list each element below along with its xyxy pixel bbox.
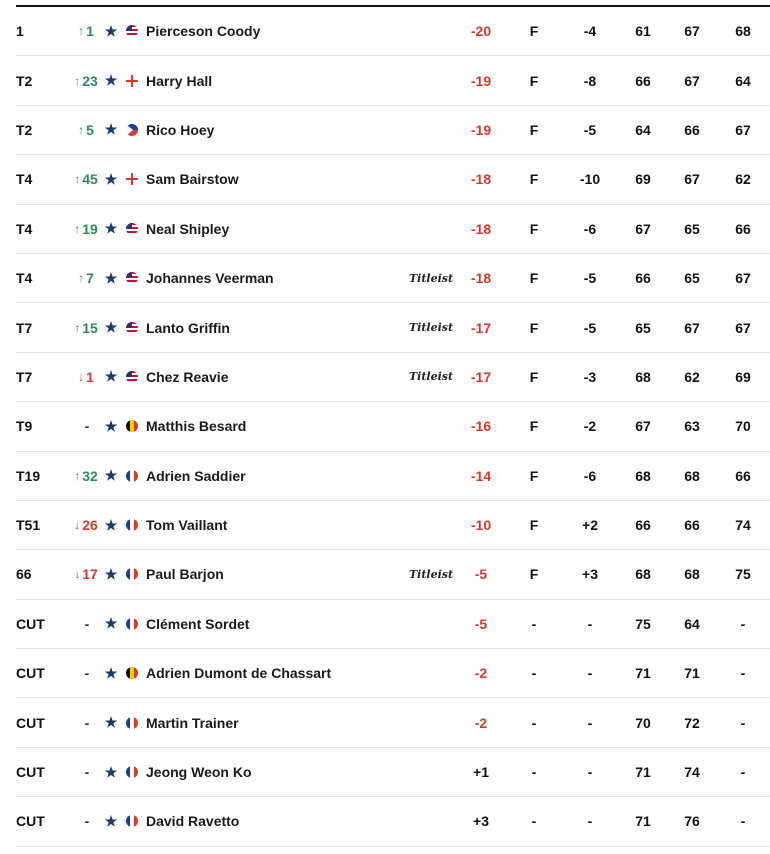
round-2-score: 62 (684, 368, 700, 385)
player-name[interactable]: Clément Sordet (146, 615, 250, 632)
today-score: -3 (583, 368, 597, 385)
position: T19 (16, 467, 41, 484)
thru: F (529, 368, 539, 385)
fra-flag-icon (126, 815, 138, 827)
table-row[interactable] (16, 7, 770, 56)
round-2-score: 66 (684, 121, 700, 138)
player-name[interactable]: David Ravetto (146, 813, 240, 830)
table-row[interactable] (16, 402, 770, 451)
country-flag-icon (125, 205, 139, 253)
round-1-score: 68 (635, 467, 651, 484)
arrow-down-icon: ↓ (74, 567, 81, 582)
round-2-score: 68 (684, 566, 700, 583)
country-flag-icon (125, 452, 139, 500)
round-2-score: 66 (684, 517, 700, 534)
country-flag-icon (125, 303, 139, 351)
round-1-score: 70 (635, 714, 651, 731)
player-name[interactable]: Johannes Veerman (146, 270, 274, 287)
table-row[interactable] (16, 600, 770, 649)
usa-flag-icon (126, 25, 138, 37)
round-2-score: 65 (684, 270, 700, 287)
position: T2 (16, 121, 33, 138)
position: CUT (16, 813, 45, 830)
total-score: -14 (470, 467, 492, 484)
country-flag-icon (125, 550, 139, 598)
today-score: +3 (582, 566, 598, 583)
thru: F (529, 270, 539, 287)
round-1-score: 65 (635, 319, 651, 336)
movement-value: 5 (86, 121, 94, 138)
player-name[interactable]: Tom Vaillant (146, 517, 228, 534)
usa-flag-icon (126, 223, 138, 235)
today-score: -5 (583, 121, 597, 138)
movement-value: 32 (82, 467, 98, 484)
total-score: -5 (474, 566, 488, 583)
today-score: -6 (583, 467, 597, 484)
today-score: -10 (579, 171, 601, 188)
total-score: -19 (470, 121, 492, 138)
position: 66 (16, 566, 32, 583)
round-3-score: - (740, 615, 746, 632)
thru: - (531, 813, 537, 830)
round-3-score: - (740, 665, 746, 682)
country-flag-icon (125, 353, 139, 401)
movement-value: - (84, 418, 90, 435)
round-3-score: 67 (735, 319, 751, 336)
movement-value: - (84, 665, 90, 682)
total-score: -18 (470, 220, 492, 237)
round-3-score: 74 (735, 517, 751, 534)
today-score: +2 (582, 517, 598, 534)
today-score: -6 (583, 220, 597, 237)
position: T51 (16, 517, 41, 534)
position: CUT (16, 714, 45, 731)
position: T7 (16, 368, 33, 385)
total-score: -17 (470, 319, 492, 336)
round-3-score: 66 (735, 220, 751, 237)
movement-value: 7 (86, 270, 94, 287)
player-name[interactable]: Lanto Griffin (146, 319, 230, 336)
arrow-up-icon: ↑ (74, 172, 81, 187)
total-score: -5 (474, 615, 488, 632)
table-row[interactable] (16, 698, 770, 747)
eng-flag-icon (126, 75, 138, 87)
thru: F (529, 467, 539, 484)
position: T7 (16, 319, 33, 336)
leaderboard-table (0, 7, 770, 847)
fra-flag-icon (126, 519, 138, 531)
fra-flag-icon (126, 568, 138, 580)
table-row[interactable] (16, 254, 770, 303)
today-score: - (587, 714, 593, 731)
round-2-score: 67 (684, 171, 700, 188)
movement-value: 1 (86, 368, 94, 385)
country-flag-icon (125, 254, 139, 302)
movement-value: 45 (82, 171, 98, 188)
arrow-down-icon: ↓ (78, 369, 85, 384)
thru: F (529, 121, 539, 138)
bel-flag-icon (126, 667, 138, 679)
table-row[interactable] (16, 797, 770, 846)
player-name[interactable]: Chez Reavie (146, 368, 229, 385)
movement-value: 19 (82, 220, 98, 237)
country-flag-icon (125, 501, 139, 549)
today-score: - (587, 665, 593, 682)
sponsor-logo: Titleist (408, 370, 454, 384)
total-score: -10 (470, 517, 492, 534)
position: T9 (16, 418, 33, 435)
today-score: -2 (583, 418, 597, 435)
thru: - (531, 714, 537, 731)
total-score: -2 (474, 665, 488, 682)
country-flag-icon (125, 698, 139, 746)
country-flag-icon (125, 600, 139, 648)
position: CUT (16, 764, 45, 781)
round-3-score: 68 (735, 23, 751, 40)
round-2-score: 67 (684, 72, 700, 89)
favorite-star-icon[interactable]: ★ (104, 269, 118, 286)
thru: F (529, 23, 539, 40)
today-score: - (587, 813, 593, 830)
thru: - (531, 665, 537, 682)
total-score: -18 (470, 270, 492, 287)
thru: - (531, 764, 537, 781)
total-score: +1 (473, 764, 489, 781)
movement-value: - (84, 615, 90, 632)
table-row[interactable] (16, 452, 770, 501)
round-1-score: 71 (635, 813, 651, 830)
fra-flag-icon (126, 618, 138, 630)
round-1-score: 67 (635, 220, 651, 237)
round-1-score: 67 (635, 418, 651, 435)
movement-value: 26 (82, 517, 98, 534)
movement-value: 15 (82, 319, 98, 336)
bel-flag-icon (126, 420, 138, 432)
usa-flag-icon (126, 322, 138, 334)
favorite-star-icon[interactable]: ★ (104, 319, 118, 336)
round-1-score: 68 (635, 368, 651, 385)
today-score: - (587, 615, 593, 632)
position: T4 (16, 171, 33, 188)
table-row[interactable] (16, 155, 770, 204)
thru: F (529, 72, 539, 89)
fra-flag-icon (126, 766, 138, 778)
sponsor-logo: Titleist (408, 567, 454, 581)
arrow-up-icon: ↑ (78, 24, 85, 39)
round-1-score: 66 (635, 72, 651, 89)
arrow-up-icon: ↑ (74, 468, 81, 483)
favorite-star-icon[interactable]: ★ (104, 417, 118, 434)
round-3-score: 66 (735, 467, 751, 484)
movement-value: - (84, 813, 90, 830)
thru: F (529, 517, 539, 534)
arrow-up-icon: ↑ (78, 122, 85, 137)
total-score: -20 (470, 23, 492, 40)
movement-value: 17 (82, 566, 98, 583)
today-score: -5 (583, 270, 597, 287)
table-row[interactable] (16, 501, 770, 550)
total-score: -16 (470, 418, 492, 435)
usa-flag-icon (126, 272, 138, 284)
round-1-score: 71 (635, 764, 651, 781)
thru: F (529, 418, 539, 435)
round-2-score: 72 (684, 714, 700, 731)
movement-value: - (84, 714, 90, 731)
player-name[interactable]: Matthis Besard (146, 418, 247, 435)
round-1-score: 69 (635, 171, 651, 188)
eng-flag-icon (126, 173, 138, 185)
today-score: -4 (583, 23, 597, 40)
favorite-star-icon[interactable]: ★ (104, 763, 118, 780)
favorite-star-icon[interactable]: ★ (104, 664, 118, 681)
round-1-score: 71 (635, 665, 651, 682)
country-flag-icon (125, 748, 139, 796)
favorite-star-icon[interactable]: ★ (104, 220, 118, 237)
total-score: -2 (474, 714, 488, 731)
favorite-star-icon[interactable]: ★ (104, 121, 118, 138)
table-row[interactable] (16, 353, 770, 402)
round-2-score: 76 (684, 813, 700, 830)
player-name[interactable]: Sam Bairstow (146, 171, 239, 188)
sponsor-logo: Titleist (408, 271, 454, 285)
arrow-up-icon: ↑ (78, 271, 85, 286)
movement-value: - (84, 764, 90, 781)
total-score: -17 (470, 368, 492, 385)
country-flag-icon (125, 56, 139, 104)
country-flag-icon (125, 155, 139, 203)
favorite-star-icon[interactable]: ★ (104, 368, 118, 385)
thru: F (529, 171, 539, 188)
round-3-score: 69 (735, 368, 751, 385)
usa-flag-icon (126, 371, 138, 383)
round-3-score: 70 (735, 418, 751, 435)
player-name[interactable]: Martin Trainer (146, 714, 239, 731)
round-2-score: 64 (684, 615, 700, 632)
thru: F (529, 220, 539, 237)
round-3-score: 67 (735, 121, 751, 138)
table-row[interactable] (16, 649, 770, 698)
round-2-score: 71 (684, 665, 700, 682)
player-name[interactable]: Rico Hoey (146, 121, 215, 138)
round-2-score: 67 (684, 23, 700, 40)
country-flag-icon (125, 402, 139, 450)
round-2-score: 67 (684, 319, 700, 336)
round-3-score: 75 (735, 566, 751, 583)
table-row[interactable] (16, 550, 770, 599)
favorite-star-icon[interactable]: ★ (104, 516, 118, 533)
round-1-score: 64 (635, 121, 651, 138)
position: CUT (16, 665, 45, 682)
position: T4 (16, 270, 33, 287)
thru: F (529, 566, 539, 583)
table-row[interactable] (16, 748, 770, 797)
country-flag-icon (125, 649, 139, 697)
country-flag-icon (125, 106, 139, 154)
player-name[interactable]: Adrien Saddier (146, 467, 246, 484)
round-2-score: 65 (684, 220, 700, 237)
table-row[interactable] (16, 303, 770, 352)
arrow-up-icon: ↑ (74, 73, 81, 88)
thru: F (529, 319, 539, 336)
favorite-star-icon[interactable]: ★ (104, 170, 118, 187)
movement-value: 1 (86, 23, 94, 40)
fra-flag-icon (126, 717, 138, 729)
round-2-score: 68 (684, 467, 700, 484)
position: 1 (16, 23, 24, 40)
favorite-star-icon[interactable]: ★ (104, 467, 118, 484)
today-score: -8 (583, 72, 597, 89)
movement-value: 23 (82, 72, 98, 89)
today-score: -5 (583, 319, 597, 336)
round-3-score: - (740, 764, 746, 781)
table-row[interactable] (16, 106, 770, 155)
table-row[interactable] (16, 205, 770, 254)
favorite-star-icon[interactable]: ★ (104, 22, 118, 39)
player-name[interactable]: Adrien Dumont de Chassart (146, 665, 332, 682)
thru: - (531, 615, 537, 632)
country-flag-icon (125, 797, 139, 845)
player-name[interactable]: Neal Shipley (146, 220, 230, 237)
round-3-score: - (740, 714, 746, 731)
round-1-score: 61 (635, 23, 651, 40)
favorite-star-icon[interactable]: ★ (104, 812, 118, 829)
favorite-star-icon[interactable]: ★ (104, 72, 118, 89)
player-name[interactable]: Harry Hall (146, 72, 213, 89)
country-flag-icon (125, 7, 139, 55)
total-score: -19 (470, 72, 492, 89)
favorite-star-icon[interactable]: ★ (104, 615, 118, 632)
round-2-score: 63 (684, 418, 700, 435)
today-score: - (587, 764, 593, 781)
total-score: +3 (473, 813, 489, 830)
phi-flag-icon (126, 124, 138, 136)
arrow-down-icon: ↓ (74, 518, 81, 533)
round-1-score: 66 (635, 270, 651, 287)
round-1-score: 66 (635, 517, 651, 534)
player-name[interactable]: Jeong Weon Ko (146, 764, 252, 781)
round-3-score: 62 (735, 171, 751, 188)
position: T4 (16, 220, 33, 237)
round-2-score: 74 (684, 764, 700, 781)
round-1-score: 68 (635, 566, 651, 583)
arrow-up-icon: ↑ (74, 320, 81, 335)
round-3-score: 67 (735, 270, 751, 287)
table-row[interactable] (16, 56, 770, 105)
arrow-up-icon: ↑ (74, 221, 81, 236)
total-score: -18 (470, 171, 492, 188)
round-3-score: 64 (735, 72, 751, 89)
favorite-star-icon[interactable]: ★ (104, 565, 118, 582)
player-name[interactable]: Pierceson Coody (146, 23, 261, 40)
fra-flag-icon (126, 470, 138, 482)
round-3-score: - (740, 813, 746, 830)
player-name[interactable]: Paul Barjon (146, 566, 224, 583)
position: CUT (16, 615, 45, 632)
round-1-score: 75 (635, 615, 651, 632)
favorite-star-icon[interactable]: ★ (104, 714, 118, 731)
position: T2 (16, 72, 33, 89)
sponsor-logo: Titleist (408, 321, 454, 335)
